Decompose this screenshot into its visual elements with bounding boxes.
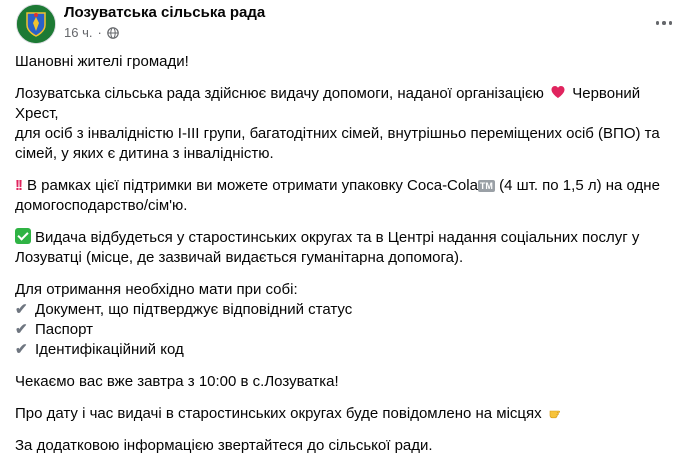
coat-of-arms-icon <box>17 5 55 43</box>
green-check-box-icon <box>15 228 31 244</box>
place-text-a: Видача відбудеться у старостинських округах та в Центрі надання соціальних послуг у <box>35 229 640 246</box>
wait-text: Чекаємо вас вже завтра з 10:00 в с.Лозуватка! <box>15 373 339 390</box>
trademark-badge: TM <box>479 181 493 191</box>
date-info-paragraph <box>15 404 675 424</box>
contact-paragraph <box>15 436 675 456</box>
date-info-text: Про дату і час видачі в старостинських округах буде повідомлено на місцях <box>15 405 542 422</box>
support-text-a: В рамках цієї підтримки ви можете отримати упаковку Coca-Cola <box>27 177 478 194</box>
meta-separator: · <box>97 25 102 40</box>
place-text-b: Лозуватці (місце, де зазвичай видається гуманітарна допомога). <box>15 249 464 266</box>
support-paragraph <box>15 176 675 216</box>
page-avatar[interactable] <box>16 4 56 44</box>
post-time[interactable]: 16 ч. <box>64 25 93 40</box>
greeting-paragraph <box>15 52 675 72</box>
docs-header: Для отримання необхідно мати при собі: <box>15 281 298 298</box>
intro-text-c: сімей, у яких є дитина з інвалідністю. <box>15 145 274 162</box>
red-heart-icon <box>550 84 566 100</box>
post-meta <box>64 25 119 41</box>
intro-text-a: Лозуватська сільська рада здійснює видачу допомоги, наданої організацією <box>15 85 544 102</box>
page-name[interactable]: Лозуватська сільська рада <box>64 4 266 21</box>
pointing-hand-icon <box>548 404 564 420</box>
intro-paragraph <box>15 84 675 164</box>
check-mark-icon: ✔ <box>15 321 28 338</box>
more-options-button[interactable] <box>649 8 679 38</box>
wait-paragraph <box>15 372 675 392</box>
support-text-b: (4 шт. по 1,5 л) на одне <box>499 177 660 194</box>
globe-icon[interactable] <box>107 27 119 39</box>
check-mark-icon: ✔ <box>15 301 28 318</box>
post-text <box>15 52 675 468</box>
place-paragraph <box>15 228 675 268</box>
documents-paragraph <box>15 280 675 360</box>
list-item: ✔ Паспорт <box>15 321 93 338</box>
intro-org-text: Червоний Хрест, <box>15 85 641 122</box>
support-text-c: домогосподарство/сім'ю. <box>15 197 188 214</box>
check-mark-icon: ✔ <box>15 341 28 358</box>
double-exclamation-icon: !! <box>15 177 21 194</box>
list-item: ✔ Ідентифікаційний код <box>15 341 184 358</box>
greeting-text: Шановні жителі громади! <box>15 53 189 70</box>
more-options-icon <box>656 21 660 25</box>
intro-text-b: для осіб з інвалідністю І-ІІІ групи, багатодітних сімей, внутрішньо переміщених осіб (ВПО) та <box>15 125 660 142</box>
list-item: ✔ Документ, що підтверджує відповідний статус <box>15 301 353 318</box>
contact-text: За додатковою інформацією звертайтеся до сільської ради. <box>15 437 433 454</box>
